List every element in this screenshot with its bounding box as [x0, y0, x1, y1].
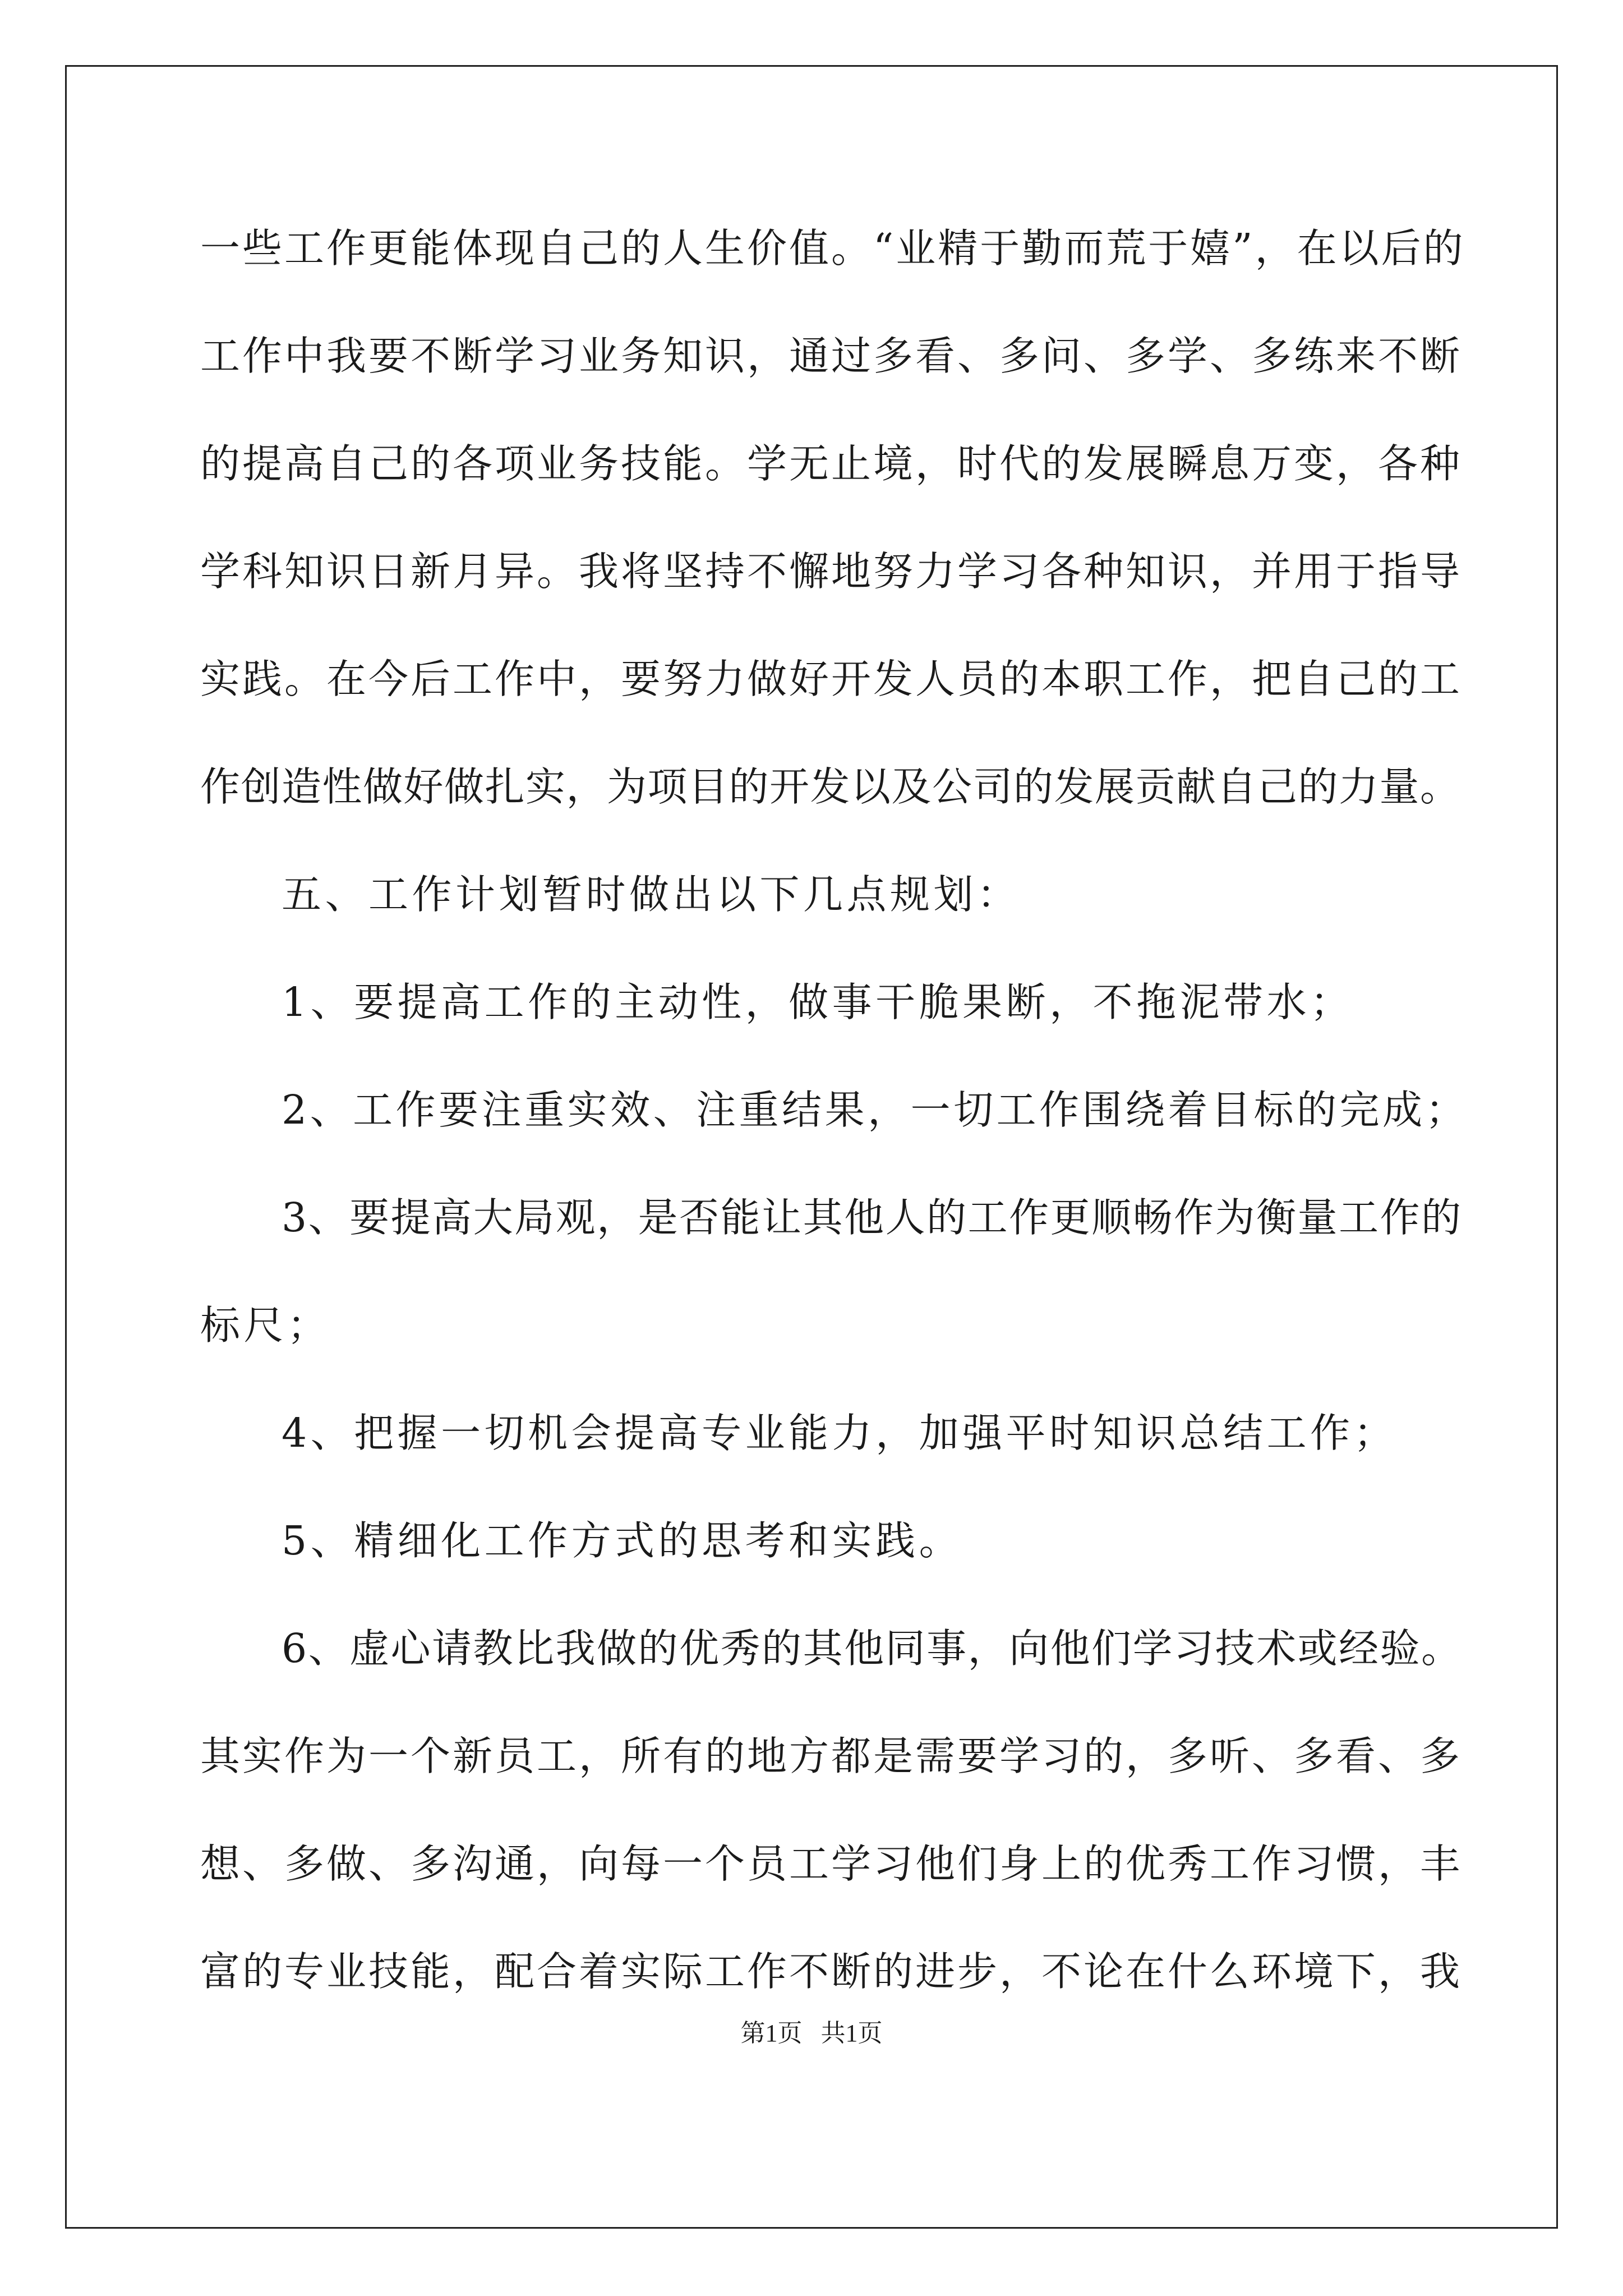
- page-border: [65, 65, 1558, 2229]
- list-item: 4、把握一切机会提高专业能力，加强平时知识总结工作；: [282, 1410, 1398, 1456]
- text-line: 学科知识日新月异。我将坚持不懈地努力学习各种知识，并用于指导: [200, 548, 1463, 595]
- list-item: 5、精细化工作方式的思考和实践。: [282, 1517, 963, 1564]
- text-line: 其实作为一个新员工，所有的地方都是需要学习的，多听、多看、多: [200, 1733, 1463, 1779]
- list-item: 2、工作要注重实效、注重结果，一切工作围绕着目标的完成；: [282, 1087, 1469, 1133]
- text-line: 实践。在今后工作中，要努力做好开发人员的本职工作，把自己的工: [200, 656, 1463, 702]
- text-line: 作创造性做好做扎实，为项目的开发以及公司的发展贡献自己的力量。: [200, 763, 1461, 810]
- text-line: 的提高自己的各项业务技能。学无止境，时代的发展瞬息万变，各种: [200, 440, 1463, 487]
- text-line: 工作中我要不断学习业务知识，通过多看、多问、多学、多练来不断: [200, 333, 1463, 379]
- text-line: 富的专业技能，配合着实际工作不断的进步，不论在什么环境下，我: [200, 1948, 1463, 1995]
- list-item: 6、虚心请教比我做的优秀的其他同事，向他们学习技术或经验。: [282, 1625, 1463, 1672]
- section-heading: 五、工作计划暂时做出以下几点规划：: [282, 871, 1021, 918]
- text-line: 想、多做、多沟通，向每一个员工学习他们身上的优秀工作习惯，丰: [200, 1841, 1463, 1887]
- list-item: 1、要提高工作的主动性，做事干脆果断，不拖泥带水；: [282, 979, 1354, 1025]
- list-item: 3、要提高大局观，是否能让其他人的工作更顺畅作为衡量工作的: [282, 1194, 1463, 1241]
- text-line: 标尺；: [200, 1302, 331, 1349]
- page-number-footer: 第1页 共1页: [740, 2019, 883, 2047]
- text-line: 一些工作更能体现自己的人生价值。“业精于勤而荒于嬉”，在以后的: [200, 225, 1465, 272]
